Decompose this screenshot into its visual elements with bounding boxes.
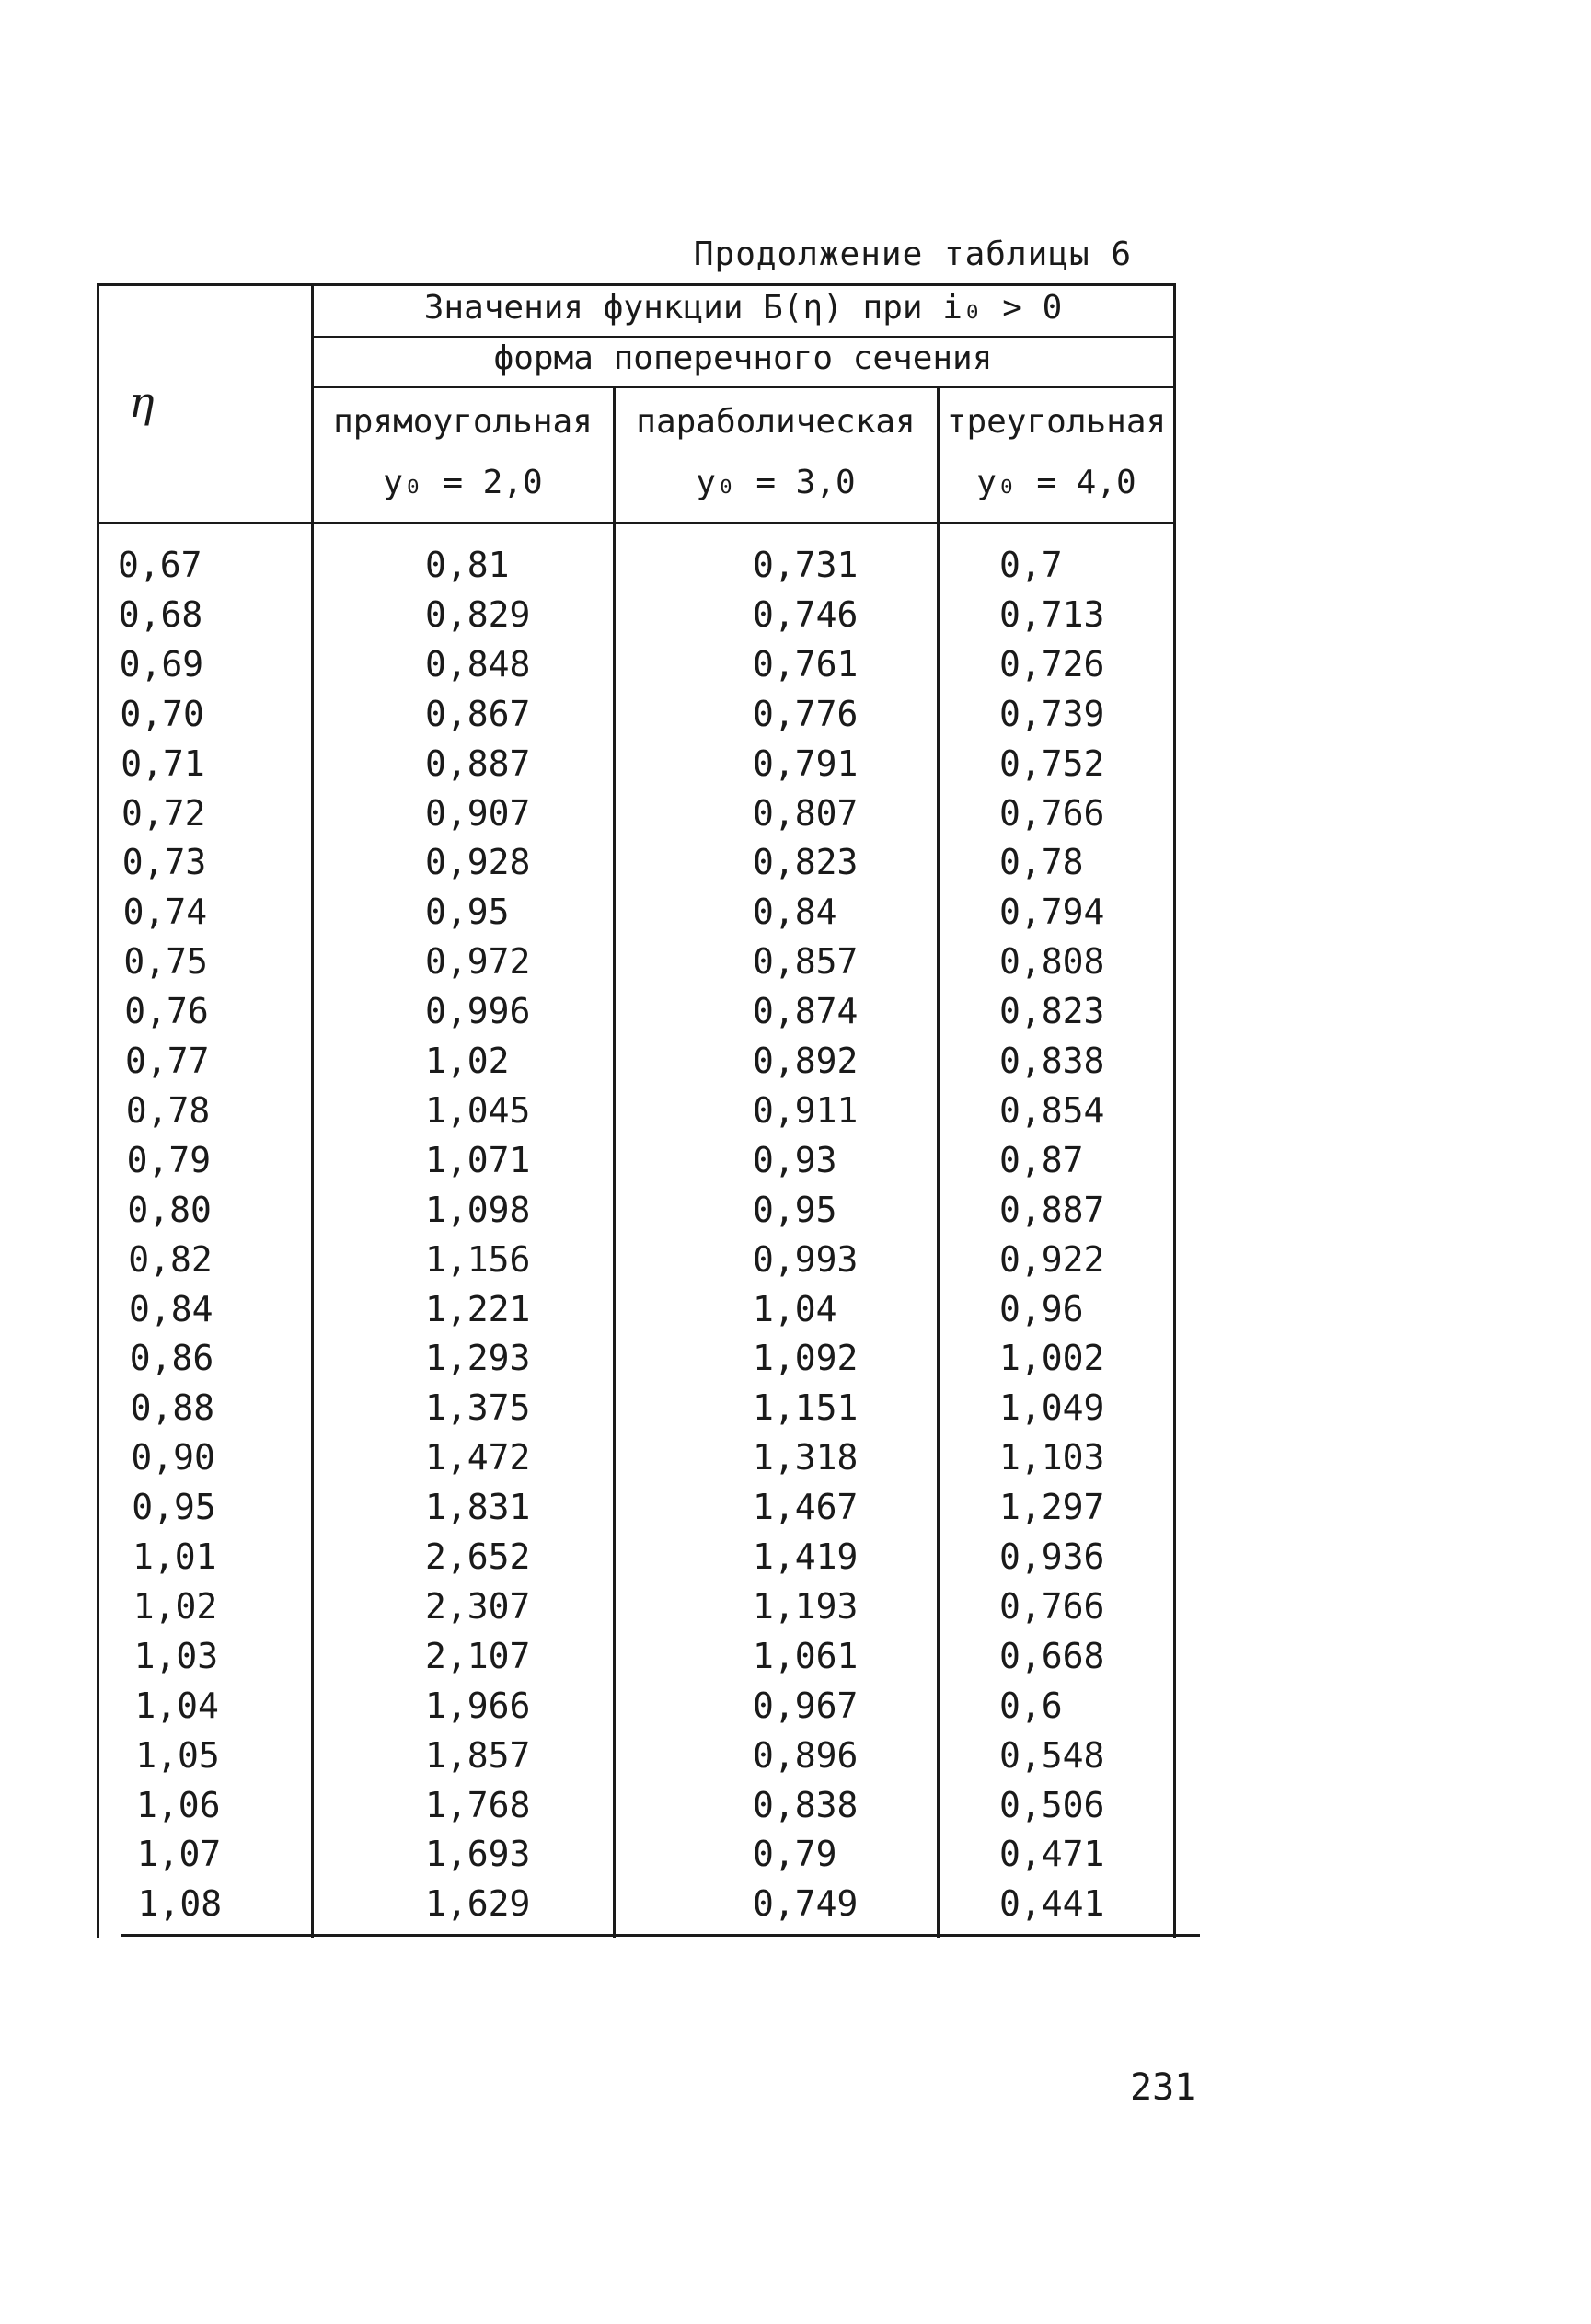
col-divider-3 [937,386,940,1938]
cell-para: 0,791 [753,742,859,784]
cell-para: 0,857 [753,941,859,983]
cell-tri: 1,297 [999,1487,1105,1528]
cell-eta: 1,06 [136,1784,221,1825]
cell-tri: 0,713 [999,593,1105,635]
cell-eta: 0,71 [121,742,205,784]
cell-eta: 1,08 [137,1883,223,1925]
cell-tri: 0,808 [999,941,1105,983]
cell-para: 0,746 [753,593,859,635]
cell-tri: 0,936 [999,1536,1105,1577]
cell-para: 0,79 [753,1834,837,1875]
cell-tri: 0,78 [999,842,1084,883]
cell-tri: 0,854 [999,1089,1105,1131]
cell-eta: 1,05 [135,1734,220,1776]
cell-rect: 1,857 [425,1734,531,1776]
cell-eta: 0,76 [124,991,209,1032]
cell-rect: 0,996 [425,991,531,1032]
cell-rect: 0,829 [425,593,531,635]
shape-title-underline [311,386,1175,388]
cell-rect: 2,107 [425,1635,531,1676]
cell-tri: 1,002 [999,1338,1105,1379]
cell-rect: 1,098 [425,1189,531,1230]
cell-para: 0,749 [753,1883,859,1925]
cell-para: 1,419 [753,1536,859,1577]
cell-rect: 1,966 [425,1685,531,1726]
cell-para: 1,193 [753,1585,859,1627]
cell-eta: 0,69 [119,643,204,685]
cell-rect: 1,221 [425,1288,531,1329]
cell-tri: 0,548 [999,1734,1105,1776]
cell-para: 0,967 [753,1685,859,1726]
cell-eta: 0,78 [125,1089,211,1131]
cell-rect: 1,693 [425,1834,531,1875]
cell-tri: 0,6 [999,1685,1063,1726]
cell-rect: 1,375 [425,1387,531,1429]
cell-tri: 0,87 [999,1139,1084,1180]
cell-para: 1,092 [753,1338,859,1379]
cell-para: 1,318 [753,1437,859,1478]
cell-para: 0,838 [753,1784,859,1825]
cell-tri: 0,7 [999,545,1063,585]
cell-eta: 0,70 [120,693,204,734]
cell-rect: 0,81 [425,545,510,585]
col-divider-1 [311,283,314,1938]
cell-para: 0,731 [753,545,859,585]
col-para-param: y₀ = 3,0 [696,464,856,501]
cell-eta: 0,95 [132,1487,216,1528]
cell-tri: 0,887 [999,1189,1105,1230]
cell-tri: 0,506 [999,1784,1105,1825]
cell-rect: 0,972 [425,941,531,983]
cell-para: 0,776 [753,693,859,734]
cell-rect: 1,045 [425,1089,531,1131]
page-number: 231 [1130,2066,1197,2109]
cell-para: 0,807 [753,792,859,834]
cell-tri: 0,96 [999,1288,1084,1329]
cell-para: 0,823 [753,842,859,883]
cell-rect: 1,831 [425,1487,531,1528]
cell-eta: 1,04 [134,1685,219,1726]
cell-rect: 1,071 [425,1139,531,1180]
cell-eta: 0,67 [118,545,202,585]
left-border [97,283,99,1938]
cell-tri: 0,922 [999,1238,1105,1280]
top-border [97,283,1175,286]
cell-tri: 0,471 [999,1834,1105,1875]
col-rect-param: y₀ = 2,0 [383,464,543,501]
values-title-underline [311,336,1175,338]
cell-eta: 1,07 [136,1834,222,1875]
cell-eta: 0,82 [128,1238,213,1280]
cell-rect: 0,867 [425,693,531,734]
cell-para: 0,993 [753,1238,859,1280]
col-rect-shape: прямоугольная [333,403,593,441]
cell-rect: 0,928 [425,842,531,883]
cell-eta: 0,84 [129,1288,213,1329]
cell-tri: 0,668 [999,1635,1105,1676]
cell-para: 1,467 [753,1487,859,1528]
cell-para: 0,95 [753,1189,837,1230]
cell-eta: 1,01 [133,1536,217,1577]
cell-para: 0,896 [753,1734,859,1776]
cell-para: 0,84 [753,892,837,933]
col-tri-param: y₀ = 4,0 [976,464,1136,501]
cell-para: 0,911 [753,1089,859,1131]
cell-tri: 0,823 [999,991,1105,1032]
cell-para: 1,151 [753,1387,859,1429]
cell-eta: 0,68 [118,593,203,635]
col-tri-shape: треугольная [946,403,1167,441]
cell-para: 0,761 [753,643,859,685]
cell-eta: 0,90 [131,1437,215,1478]
values-title: Значения функции Б(η) при i₀ > 0 [423,289,1063,327]
cell-rect: 1,293 [425,1338,531,1379]
cell-para: 0,892 [753,1041,859,1081]
cell-rect: 1,02 [425,1041,510,1081]
cell-rect: 2,307 [425,1585,531,1627]
cell-eta: 0,80 [127,1189,212,1230]
cell-tri: 0,739 [999,693,1105,734]
bottom-border [121,1934,1200,1937]
cell-tri: 1,049 [999,1387,1105,1429]
cell-eta: 0,73 [121,842,207,883]
cell-rect: 0,848 [425,643,531,685]
cell-tri: 0,794 [999,892,1105,933]
cell-rect: 1,472 [425,1437,531,1478]
cell-eta: 0,86 [129,1338,214,1379]
cell-para: 0,874 [753,991,859,1032]
cell-eta: 1,02 [133,1585,218,1627]
cell-para: 1,04 [753,1288,837,1329]
cell-rect: 2,652 [425,1536,531,1577]
eta-column-header: η [129,377,155,427]
cell-eta: 0,72 [121,792,206,834]
cell-rect: 1,629 [425,1883,531,1925]
cell-eta: 0,74 [122,892,208,933]
cell-eta: 0,88 [130,1387,215,1429]
cell-rect: 1,156 [425,1238,531,1280]
col-para-shape: параболическая [636,403,916,441]
cell-tri: 0,441 [999,1883,1105,1925]
cell-tri: 0,752 [999,742,1105,784]
cell-rect: 0,887 [425,742,531,784]
cell-rect: 0,95 [425,892,510,933]
header-bottom-border [97,522,1175,524]
cell-eta: 0,77 [125,1041,210,1081]
cell-eta: 0,75 [123,941,208,983]
cell-rect: 1,768 [425,1784,531,1825]
col-divider-2 [613,386,616,1938]
shape-title: форма поперечного сечения [493,339,993,377]
cell-tri: 0,838 [999,1041,1105,1081]
right-border [1173,283,1176,1938]
cell-tri: 0,766 [999,1585,1105,1627]
cell-tri: 1,103 [999,1437,1105,1478]
cell-para: 0,93 [753,1139,837,1180]
cell-rect: 0,907 [425,792,531,834]
cell-tri: 0,726 [999,643,1105,685]
cell-tri: 0,766 [999,792,1105,834]
cell-eta: 0,79 [126,1139,212,1180]
cell-eta: 1,03 [133,1635,219,1676]
table-caption: Продолжение таблицы 6 [693,236,1132,273]
cell-para: 1,061 [753,1635,859,1676]
